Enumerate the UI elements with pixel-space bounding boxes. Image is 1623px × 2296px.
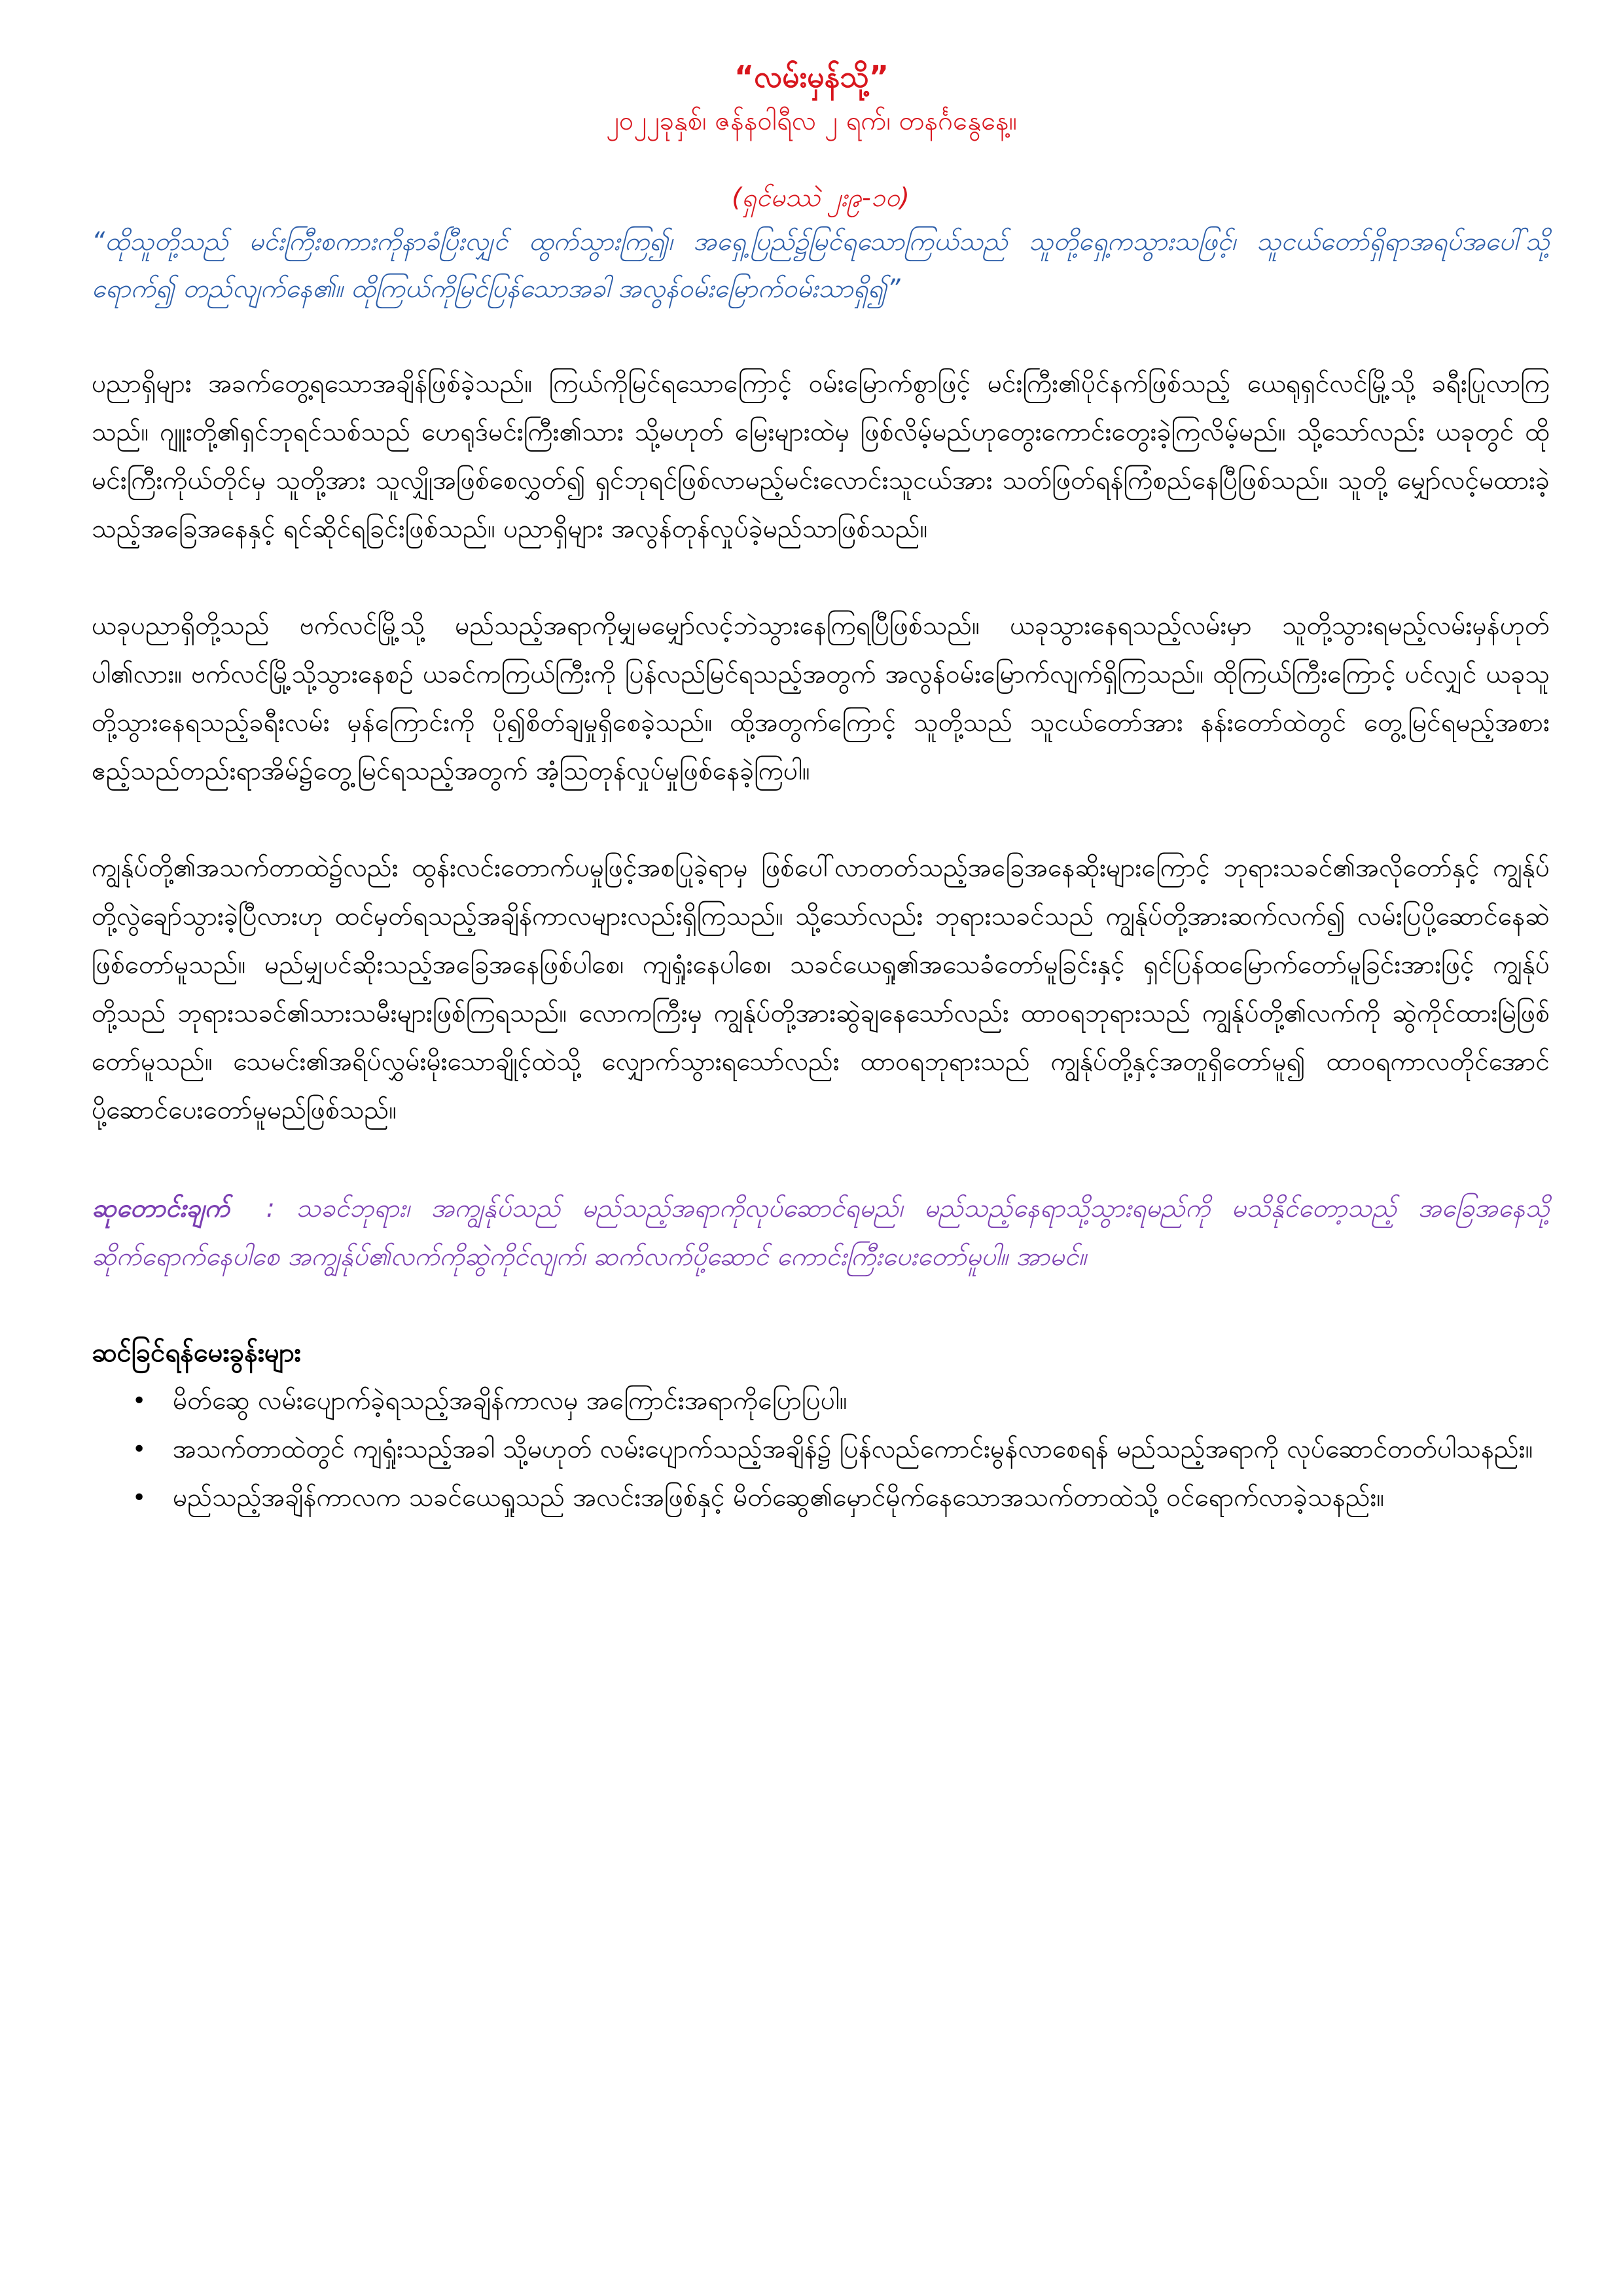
- prayer-label: ဆုတောင်းချက်: [92, 1194, 230, 1223]
- document-header: [92, 54, 1531, 143]
- question-text: မည်သည့်အချိန်ကာလက သခင်ယေရှုသည် အလင်းအဖြစ်နှင့် မိတ်ဆွေ၏မှောင်မိုက်နေသောအသက်တာထဲသို့ ဝင်ရောက်လာခဲ့သနည်း။: [173, 1483, 1385, 1513]
- prayer-block: [92, 1185, 1550, 1282]
- bullet-icon: •: [132, 1436, 147, 1463]
- list-item: [92, 1474, 1550, 1522]
- question-text: အသက်တာထဲတွင် ကျရှုံးသည့်အခါ သို့မဟုတ် လမ်းပျောက်သည့်အချိန်၌ ပြန်လည်ကောင်းမွန်လာစေရန် မည်သည့်အရာကို လုပ်ဆောင်တတ်ပါသနည်း။: [173, 1435, 1533, 1464]
- bullet-icon: •: [132, 1484, 147, 1511]
- body-paragraph-1: ပညာရှိများ အခက်တွေ့ရသောအချိန်ဖြစ်ခဲ့သည်။ ကြယ်ကိုမြင်ရသောကြောင့် ဝမ်းမြောက်စွာဖြင့် မင်းကြီး၏ပိုင်နက်ဖြစ်သည့် ယေရုရှင်လင်မြို့သို့ ခရီးပြုလာကြသည်။ ဂျူးတို့၏ရှင်ဘုရင်သစ်သည် ဟေရုဒ်မင်းကြီး၏သား သို့မဟုတ် မြေးများထဲမှ ဖြစ်လိမ့်မည်ဟုတွေးကောင်းတွေးခဲ့ကြလိမ့်မည်။ သို့သော်လည်း ယခုတွင် ထိုမင်းကြီးကိုယ်တိုင်မှ သူတို့အား သူလျှိုအဖြစ်စေလွှတ်၍ ရှင်ဘုရင်ဖြစ်လာမည့်မင်းလောင်းသူငယ်အား သတ်ဖြတ်ရန်ကြံစည်နေပြီဖြစ်သည်။ သူတို့ မျှော်လင့်မထားခဲ့သည့်အခြေအနေနှင့် ရင်ဆိုင်ရခြင်းဖြစ်သည်။ ပညာရှိများ အလွန်တုန်လှုပ်ခဲ့မည်သာဖြစ်သည်။: [92, 369, 1550, 544]
- bullet-icon: •: [132, 1388, 147, 1414]
- question-text: မိတ်ဆွေ လမ်းပျောက်ခဲ့ရသည့်အချိန်ကာလမှ အကြောင်းအရာကိုပြောပြပါ။: [173, 1386, 847, 1416]
- verse-reference: (ရှင်မဿဲ ၂း၉-၁၀): [732, 183, 910, 213]
- devotion-date: ၂၀၂၂ခုနှစ်၊ ဇန်နဝါရီလ ၂ ရက်၊ တနင်္ဂနွေနေ့။: [606, 106, 1017, 136]
- list-item: [92, 1426, 1550, 1474]
- questions-heading: ဆင်ခြင်ရန်မေးခွန်းများ: [92, 1338, 301, 1368]
- body-paragraph-3: ကျွန်ုပ်တို့၏အသက်တာထဲ၌လည်း ထွန်းလင်းတောက်ပမှုဖြင့်အစပြုခဲ့ရာမှ ဖြစ်ပေါ်လာတတ်သည့်အခြေအနေဆိုးများကြောင့် ဘုရားသခင်၏အလိုတော်နှင့် ကျွန်ုပ်တို့လွဲချော်သွားခဲ့ပြီလားဟု ထင်မှတ်ရသည့်အချိန်ကာလများလည်းရှိကြသည်။ သို့သော်လည်း ဘုရားသခင်သည် ကျွန်ုပ်တို့အားဆက်လက်၍ လမ်းပြပို့ဆောင်နေဆဲဖြစ်တော်မူသည်။ မည်မျှပင်ဆိုးသည့်အခြေအနေဖြစ်ပါစေ၊ ကျရှုံးနေပါစေ၊ သခင်ယေရှု၏အသေခံတော်မူခြင်းနှင့် ရှင်ပြန်ထမြောက်တော်မူခြင်းအားဖြင့် ကျွန်ုပ်တို့သည် ဘုရားသခင်၏သားသမီးများဖြစ်ကြရသည်။ လောကကြီးမှ ကျွန်ုပ်တို့အားဆွဲချနေသော်လည်း ထာဝရဘုရားသည် ကျွန်ုပ်တို့၏လက်ကို ဆွဲကိုင်ထားမြဲဖြစ်တော်မူသည်။ သေမင်း၏အရိပ်လွှမ်းမိုးသောချိုင့်ထဲသို့ လျှောက်သွားရသော်လည်း ထာဝရဘုရားသည် ကျွန်ုပ်တို့နှင့်အတူရှိတော်မူ၍ ထာဝရကာလတိုင်အောင်ပို့ဆောင်ပေးတော်မူမည်ဖြစ်သည်။: [92, 853, 1550, 1125]
- document-body: [92, 178, 1550, 1522]
- body-paragraph-2: ယခုပညာရှိတို့သည် ဗက်လင်မြို့သို့ မည်သည့်အရာကိုမျှမမျှော်လင့်ဘဲသွားနေကြရပြီဖြစ်သည်။ ယခုသွားနေရသည့်လမ်းမှာ သူတို့သွားရမည့်လမ်းမှန်ဟုတ်ပါ၏လား။ ဗက်လင်မြို့သို့သွားနေစဉ် ယခင်ကကြယ်ကြီးကို ပြန်လည်မြင်ရသည့်အတွက် အလွန်ဝမ်းမြောက်လျက်ရှိကြသည်။ ထိုကြယ်ကြီးကြောင့် ပင်လျှင် ယခုသူတို့သွားနေရသည့်ခရီးလမ်း မှန်ကြောင်းကို ပို၍စိတ်ချမှုရှိစေခဲ့သည်။ ထို့အတွက်ကြောင့် သူတို့သည် သူငယ်တော်အား နန်းတော်ထဲတွင် တွေ့မြင်ရမည့်အစား ဧည့်သည်တည်းရာအိမ်၌တွေ့မြင်ရသည့်အတွက် အံ့သြတုန်လှုပ်မှုဖြစ်နေခဲ့ကြပါ။: [92, 611, 1550, 786]
- prayer-text: : သခင်ဘုရား၊ အကျွန်ုပ်သည် မည်သည့်အရာကိုလုပ်ဆောင်ရမည်၊ မည်သည့်နေရာသို့သွားရမည်ကို မသိနိုင်တော့သည့် အခြေအနေသို့ဆိုက်ရောက်နေပါစေ အကျွန်ုပ်၏လက်ကိုဆွဲကိုင်လျက်၊ ဆက်လက်ပို့ဆောင် ကောင်းကြီးပေးတော်မူပါ။ အာမင်။: [92, 1194, 1550, 1272]
- questions-list: [92, 1377, 1550, 1522]
- page-title: “လမ်းမှန်သို့”: [734, 59, 889, 94]
- verse-text: “ထိုသူတို့သည် မင်းကြီးစကားကိုနာခံပြီးလျှင် ထွက်သွားကြ၍၊ အရှေ့ပြည်၌မြင်ရသောကြယ်သည် သူတို့ရှေ့ကသွားသဖြင့်၊ သူငယ်တော်ရှိရာအရပ်အပေါ်သို့ရောက်၍ တည်လျက်နေ၏။ ထိုကြယ်ကိုမြင်ပြန်သောအခါ အလွန်ဝမ်းမြောက်ဝမ်းသာရှိ၍”: [92, 227, 1550, 304]
- list-item: [92, 1377, 1550, 1426]
